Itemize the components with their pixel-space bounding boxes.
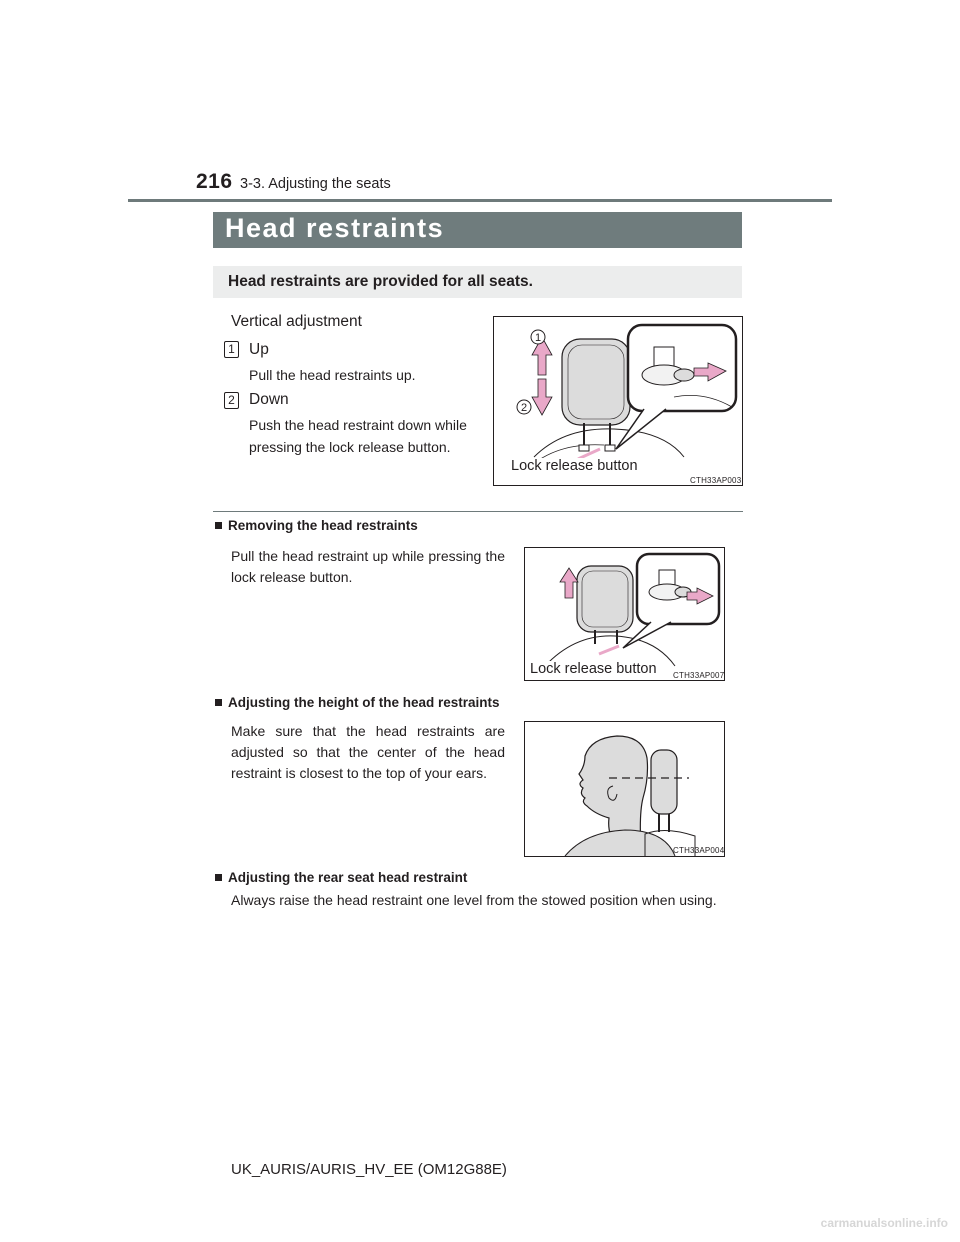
figure-vertical-adjustment bbox=[493, 316, 743, 486]
bullet-square-icon bbox=[215, 874, 222, 881]
section-title-bar bbox=[213, 212, 742, 248]
removing-text: Pull the head restraint up while pressing the lock release button. bbox=[231, 548, 505, 585]
footer-model-code: UK_AURIS/AURIS_HV_EE (OM12G88E) bbox=[231, 1161, 507, 1178]
rear-text: Always raise the head restraint one level from the stowed position when using. bbox=[231, 892, 717, 908]
step-label-up: Up bbox=[249, 341, 269, 358]
summary-box bbox=[213, 266, 742, 298]
lock-release-callout-2: Lock release button bbox=[530, 661, 657, 677]
step-desc-down: Push the head restraint down while pressing the lock release button. bbox=[249, 417, 467, 455]
figure-code: CTH33AP003 bbox=[690, 476, 742, 485]
step-desc-up: Pull the head restraints up. bbox=[249, 367, 416, 383]
divider bbox=[213, 511, 743, 512]
marker-2: 2 bbox=[520, 402, 528, 414]
height-text: Make sure that the head restraints are adjusted so that the center of the head restraint is closest to the top of your ears. bbox=[231, 723, 505, 781]
figure-height bbox=[524, 721, 725, 857]
height-heading-text: Adjusting the height of the head restraints bbox=[228, 695, 500, 710]
step-label-down: Down bbox=[249, 391, 289, 408]
height-heading bbox=[215, 695, 500, 710]
head-position-illustration bbox=[525, 722, 724, 856]
vertical-heading: Vertical adjustment bbox=[231, 313, 362, 330]
step-number-1: 1 bbox=[224, 341, 239, 358]
figure-removing bbox=[524, 547, 725, 681]
chapter-title: 3-3. Adjusting the seats bbox=[240, 176, 391, 192]
watermark: carmanualsonline.info bbox=[820, 1216, 948, 1230]
marker-1: 1 bbox=[534, 332, 542, 344]
summary-text: Head restraints are provided for all seats. bbox=[228, 273, 533, 290]
rear-heading-text: Adjusting the rear seat head restraint bbox=[228, 870, 468, 885]
step-number-2: 2 bbox=[224, 392, 239, 409]
section-title: Head restraints bbox=[225, 213, 445, 243]
bullet-square-icon bbox=[215, 699, 222, 706]
page-number: 216 bbox=[196, 170, 233, 193]
removing-heading bbox=[215, 518, 418, 533]
header-rule bbox=[128, 199, 832, 202]
removing-heading-text: Removing the head restraints bbox=[228, 518, 418, 533]
lock-release-callout: Lock release button bbox=[511, 458, 638, 474]
figure-code-2: CTH33AP007 bbox=[673, 671, 725, 680]
rear-heading bbox=[215, 870, 467, 885]
figure-code-3: CTH33AP004 bbox=[673, 846, 725, 855]
bullet-square-icon bbox=[215, 522, 222, 529]
